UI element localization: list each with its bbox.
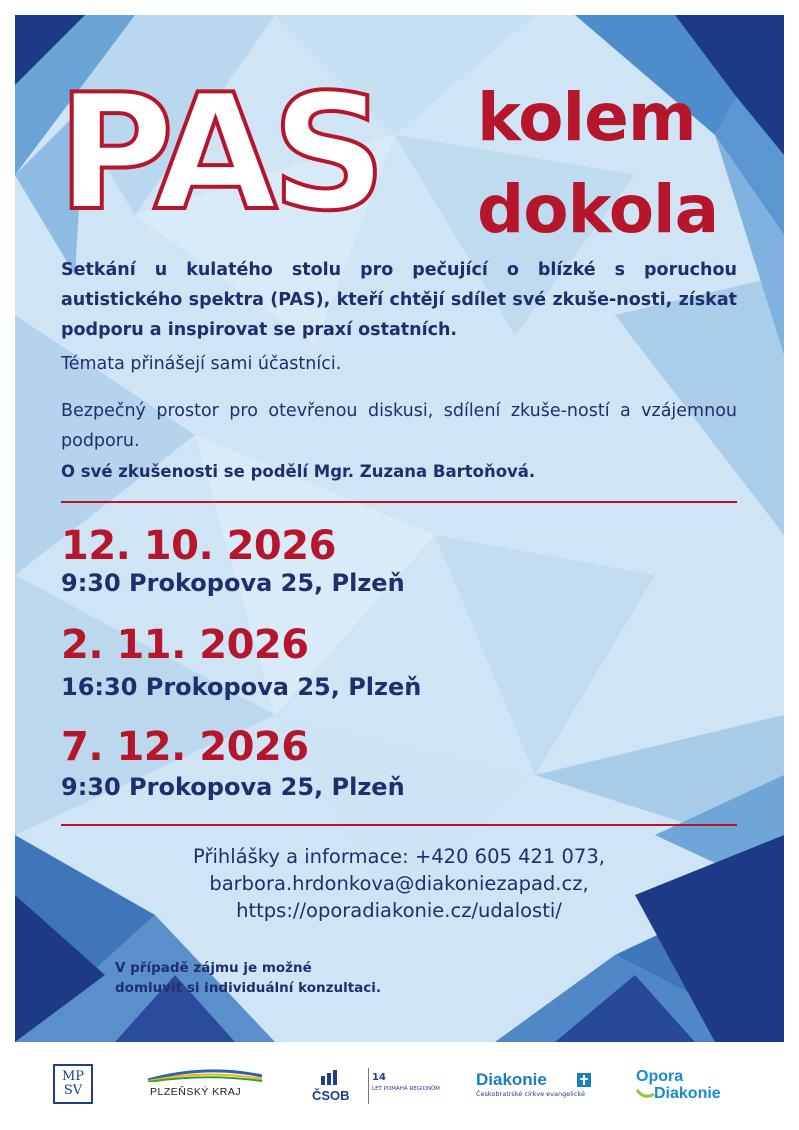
topics-paragraph: Témata přinášejí sami účastníci. bbox=[61, 354, 342, 374]
sponsor-logos bbox=[0, 1050, 799, 1130]
divider-top bbox=[61, 501, 737, 503]
poster bbox=[15, 15, 784, 1042]
event-place: 9:30 Prokopova 25, Plzeň bbox=[61, 773, 405, 801]
note-line: V případě zájmu je možné bbox=[115, 960, 312, 976]
contact-email-link[interactable]: barbora.hrdonkova@diakoniezapad.cz, bbox=[209, 872, 589, 895]
opora-line2: Diakonie bbox=[654, 1085, 721, 1102]
mpsv-logo-bottom: SV bbox=[63, 1083, 83, 1098]
event-date: 12. 10. 2026 bbox=[61, 523, 336, 569]
mpsv-logo-top: MP bbox=[61, 1069, 85, 1084]
csob-logo bbox=[312, 1064, 440, 1108]
opora-diakonie-logo bbox=[636, 1068, 756, 1108]
opora-swoosh-icon bbox=[636, 1086, 656, 1100]
poster-content bbox=[15, 15, 784, 1042]
title-kolem: kolem bbox=[477, 79, 696, 156]
diakonie-cross-icon bbox=[577, 1073, 591, 1087]
diakonie-logo bbox=[476, 1070, 606, 1106]
event-date: 7. 12. 2026 bbox=[61, 724, 309, 770]
csob-name: ČSOB bbox=[312, 1088, 350, 1103]
consultation-note bbox=[115, 958, 381, 998]
divider-bottom bbox=[61, 824, 737, 826]
event-date: 2. 11. 2026 bbox=[61, 622, 309, 668]
title-pas: PAS bbox=[57, 59, 381, 246]
safe-space-paragraph: Bezpečný prostor pro otevřenou diskusi, sdílení zkuše-ností a vzájemnou podporu. bbox=[61, 401, 737, 451]
csob-separator bbox=[368, 1068, 369, 1104]
kraj-arc-icon bbox=[146, 1066, 264, 1082]
intro-paragraph: Setkání u kulatého stolu pro pečující o blízké s poruchou autistického spektra (PAS), kteří chtějí sdílet své zkuše-nosti, získat podporu a inspirovat se praxí ostatních. bbox=[61, 260, 737, 340]
csob-wave-icon bbox=[320, 1068, 342, 1086]
csob-tagline: LET POMÁHÁ REGIONŮM bbox=[372, 1086, 440, 1092]
event-place: 9:30 Prokopova 25, Plzeň bbox=[61, 569, 405, 597]
diakonie-subtitle: Českobratrské církve evangelické bbox=[476, 1090, 585, 1098]
contact-url-link[interactable]: https://oporadiakonie.cz/udalosti/ bbox=[236, 899, 562, 922]
note-line: domluvit si individuální konzultaci. bbox=[115, 980, 382, 996]
csob-years: 14 bbox=[372, 1072, 386, 1083]
diakonie-name: Diakonie bbox=[476, 1070, 547, 1089]
contact-phone: Přihlášky a informace: +420 605 421 073, bbox=[193, 845, 605, 868]
speaker-paragraph: O své zkušenosti se podělí Mgr. Zuzana Bartoňová. bbox=[61, 462, 536, 481]
plzensky-kraj-logo bbox=[146, 1066, 266, 1102]
contact-block bbox=[61, 843, 737, 924]
title-dokola: dokola bbox=[477, 171, 719, 248]
opora-line1: Opora bbox=[636, 1068, 684, 1085]
kraj-name: PLZEŇSKÝ KRAJ bbox=[150, 1086, 242, 1098]
mpsv-logo bbox=[53, 1064, 93, 1104]
event-place: 16:30 Prokopova 25, Plzeň bbox=[61, 673, 422, 701]
